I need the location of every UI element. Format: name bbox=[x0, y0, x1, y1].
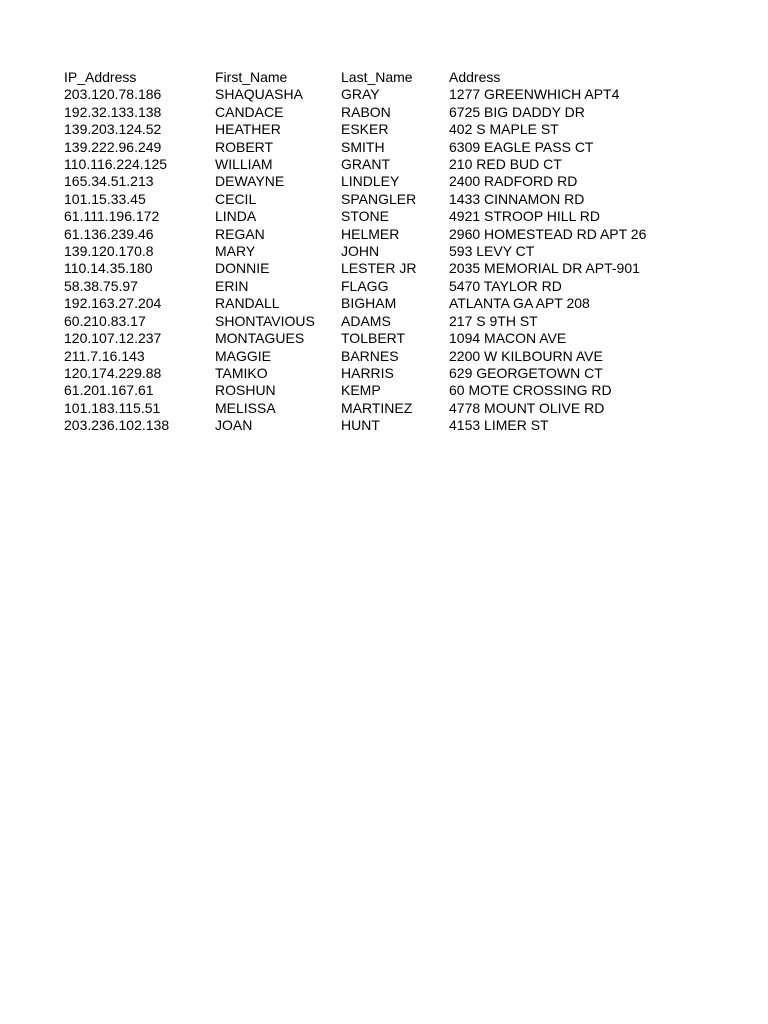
cell-last-name: FLAGG bbox=[341, 277, 389, 294]
table-body bbox=[64, 86, 669, 434]
cell-ip-address: 61.111.196.172 bbox=[64, 208, 160, 225]
cell-ip-address: 192.163.27.204 bbox=[64, 295, 162, 312]
cell-address: 6725 BIG DADDY DR bbox=[449, 103, 585, 120]
cell-address: 217 S 9TH ST bbox=[449, 312, 538, 329]
cell-address: 5470 TAYLOR RD bbox=[449, 277, 562, 294]
table-row bbox=[64, 139, 669, 156]
header-last-name: Last_Name bbox=[341, 69, 413, 85]
cell-first-name: MARY bbox=[215, 243, 256, 260]
table-row bbox=[64, 330, 669, 347]
cell-address: 4153 LIMER ST bbox=[449, 417, 549, 434]
cell-last-name: BARNES bbox=[341, 347, 399, 364]
header-row bbox=[64, 69, 669, 86]
table-row bbox=[64, 295, 669, 312]
cell-first-name: MELISSA bbox=[215, 399, 276, 416]
cell-first-name: WILLIAM bbox=[215, 156, 273, 173]
cell-first-name: ROSHUN bbox=[215, 382, 276, 399]
cell-address: 2035 MEMORIAL DR APT-901 bbox=[449, 260, 640, 277]
cell-ip-address: 101.15.33.45 bbox=[64, 190, 146, 207]
cell-first-name: DEWAYNE bbox=[215, 173, 285, 190]
cell-ip-address: 60.210.83.17 bbox=[64, 312, 146, 329]
cell-first-name: HEATHER bbox=[215, 121, 281, 138]
cell-last-name: RABON bbox=[341, 103, 391, 120]
table-row bbox=[64, 417, 669, 434]
table-row bbox=[64, 191, 669, 208]
table-row bbox=[64, 86, 669, 103]
cell-ip-address: 203.120.78.186 bbox=[64, 86, 162, 103]
table-row bbox=[64, 208, 669, 225]
cell-ip-address: 61.136.239.46 bbox=[64, 225, 154, 242]
cell-ip-address: 110.14.35.180 bbox=[64, 260, 153, 277]
table-row bbox=[64, 348, 669, 365]
cell-address: 593 LEVY CT bbox=[449, 243, 535, 260]
table-row bbox=[64, 243, 669, 260]
cell-first-name: CANDACE bbox=[215, 103, 284, 120]
cell-ip-address: 101.183.115.51 bbox=[64, 399, 161, 416]
cell-last-name: MARTINEZ bbox=[341, 399, 413, 416]
cell-address: 2200 W KILBOURN AVE bbox=[449, 347, 603, 364]
cell-first-name: SHAQUASHA bbox=[215, 86, 303, 103]
cell-ip-address: 192.32.133.138 bbox=[64, 103, 162, 120]
cell-address: 1277 GREENWHICH APT4 bbox=[449, 86, 620, 103]
table-row bbox=[64, 400, 669, 417]
cell-address: 2400 RADFORD RD bbox=[449, 173, 578, 190]
cell-first-name: ROBERT bbox=[215, 138, 274, 155]
cell-address: 6309 EAGLE PASS CT bbox=[449, 138, 594, 155]
cell-address: 1094 MACON AVE bbox=[449, 330, 567, 347]
cell-ip-address: 139.120.170.8 bbox=[64, 243, 154, 260]
cell-ip-address: 110.116.224.125 bbox=[64, 156, 168, 173]
cell-last-name: GRANT bbox=[341, 156, 390, 173]
header-first-name: First_Name bbox=[215, 69, 288, 85]
cell-last-name: SPANGLER bbox=[341, 190, 417, 207]
cell-last-name: ADAMS bbox=[341, 312, 391, 329]
data-table bbox=[64, 69, 669, 435]
table-row bbox=[64, 173, 669, 190]
cell-ip-address: 120.174.229.88 bbox=[64, 364, 162, 381]
cell-last-name: HELMER bbox=[341, 225, 400, 242]
cell-address: 210 RED BUD CT bbox=[449, 156, 562, 173]
cell-address: 402 S MAPLE ST bbox=[449, 121, 559, 138]
table-row bbox=[64, 278, 669, 295]
table-row bbox=[64, 365, 669, 382]
cell-first-name: DONNIE bbox=[215, 260, 270, 277]
cell-first-name: RANDALL bbox=[215, 295, 280, 312]
cell-first-name: MONTAGUES bbox=[215, 330, 305, 347]
cell-ip-address: 165.34.51.213 bbox=[64, 173, 154, 190]
cell-address: 2960 HOMESTEAD RD APT 26 bbox=[449, 225, 647, 242]
cell-last-name: STONE bbox=[341, 208, 389, 225]
cell-address: 1433 CINNAMON RD bbox=[449, 190, 585, 207]
cell-address: 629 GEORGETOWN CT bbox=[449, 364, 603, 381]
cell-first-name: ERIN bbox=[215, 277, 249, 294]
cell-first-name: REGAN bbox=[215, 225, 265, 242]
cell-ip-address: 58.38.75.97 bbox=[64, 277, 138, 294]
table-row bbox=[64, 313, 669, 330]
cell-last-name: HARRIS bbox=[341, 364, 394, 381]
cell-address: 60 MOTE CROSSING RD bbox=[449, 382, 612, 399]
cell-last-name: BIGHAM bbox=[341, 295, 397, 312]
cell-ip-address: 120.107.12.237 bbox=[64, 330, 162, 347]
table-row bbox=[64, 226, 669, 243]
cell-first-name: MAGGIE bbox=[215, 347, 272, 364]
cell-last-name: JOHN bbox=[341, 243, 380, 260]
cell-last-name: GRAY bbox=[341, 86, 380, 103]
cell-last-name: LINDLEY bbox=[341, 173, 400, 190]
table-row bbox=[64, 104, 669, 121]
cell-ip-address: 139.222.96.249 bbox=[64, 138, 162, 155]
header-ip-address: IP_Address bbox=[64, 69, 137, 85]
cell-last-name: ESKER bbox=[341, 121, 389, 138]
cell-address: ATLANTA GA APT 208 bbox=[449, 295, 590, 312]
cell-address: 4921 STROOP HILL RD bbox=[449, 208, 600, 225]
table-row bbox=[64, 121, 669, 138]
table-row bbox=[64, 156, 669, 173]
table-row bbox=[64, 260, 669, 277]
cell-last-name: TOLBERT bbox=[341, 330, 406, 347]
cell-last-name: KEMP bbox=[341, 382, 381, 399]
cell-first-name: LINDA bbox=[215, 208, 257, 225]
cell-first-name: CECIL bbox=[215, 190, 257, 207]
cell-first-name: SHONTAVIOUS bbox=[215, 312, 315, 329]
cell-ip-address: 203.236.102.138 bbox=[64, 417, 170, 434]
cell-first-name: JOAN bbox=[215, 417, 253, 434]
cell-last-name: LESTER JR bbox=[341, 260, 417, 277]
cell-last-name: SMITH bbox=[341, 138, 385, 155]
cell-last-name: HUNT bbox=[341, 417, 380, 434]
table-row bbox=[64, 382, 669, 399]
cell-ip-address: 61.201.167.61 bbox=[64, 382, 154, 399]
cell-ip-address: 139.203.124.52 bbox=[64, 121, 162, 138]
header-address: Address bbox=[449, 69, 501, 85]
cell-first-name: TAMIKO bbox=[215, 364, 268, 381]
cell-ip-address: 211.7.16.143 bbox=[64, 347, 145, 364]
cell-address: 4778 MOUNT OLIVE RD bbox=[449, 399, 605, 416]
